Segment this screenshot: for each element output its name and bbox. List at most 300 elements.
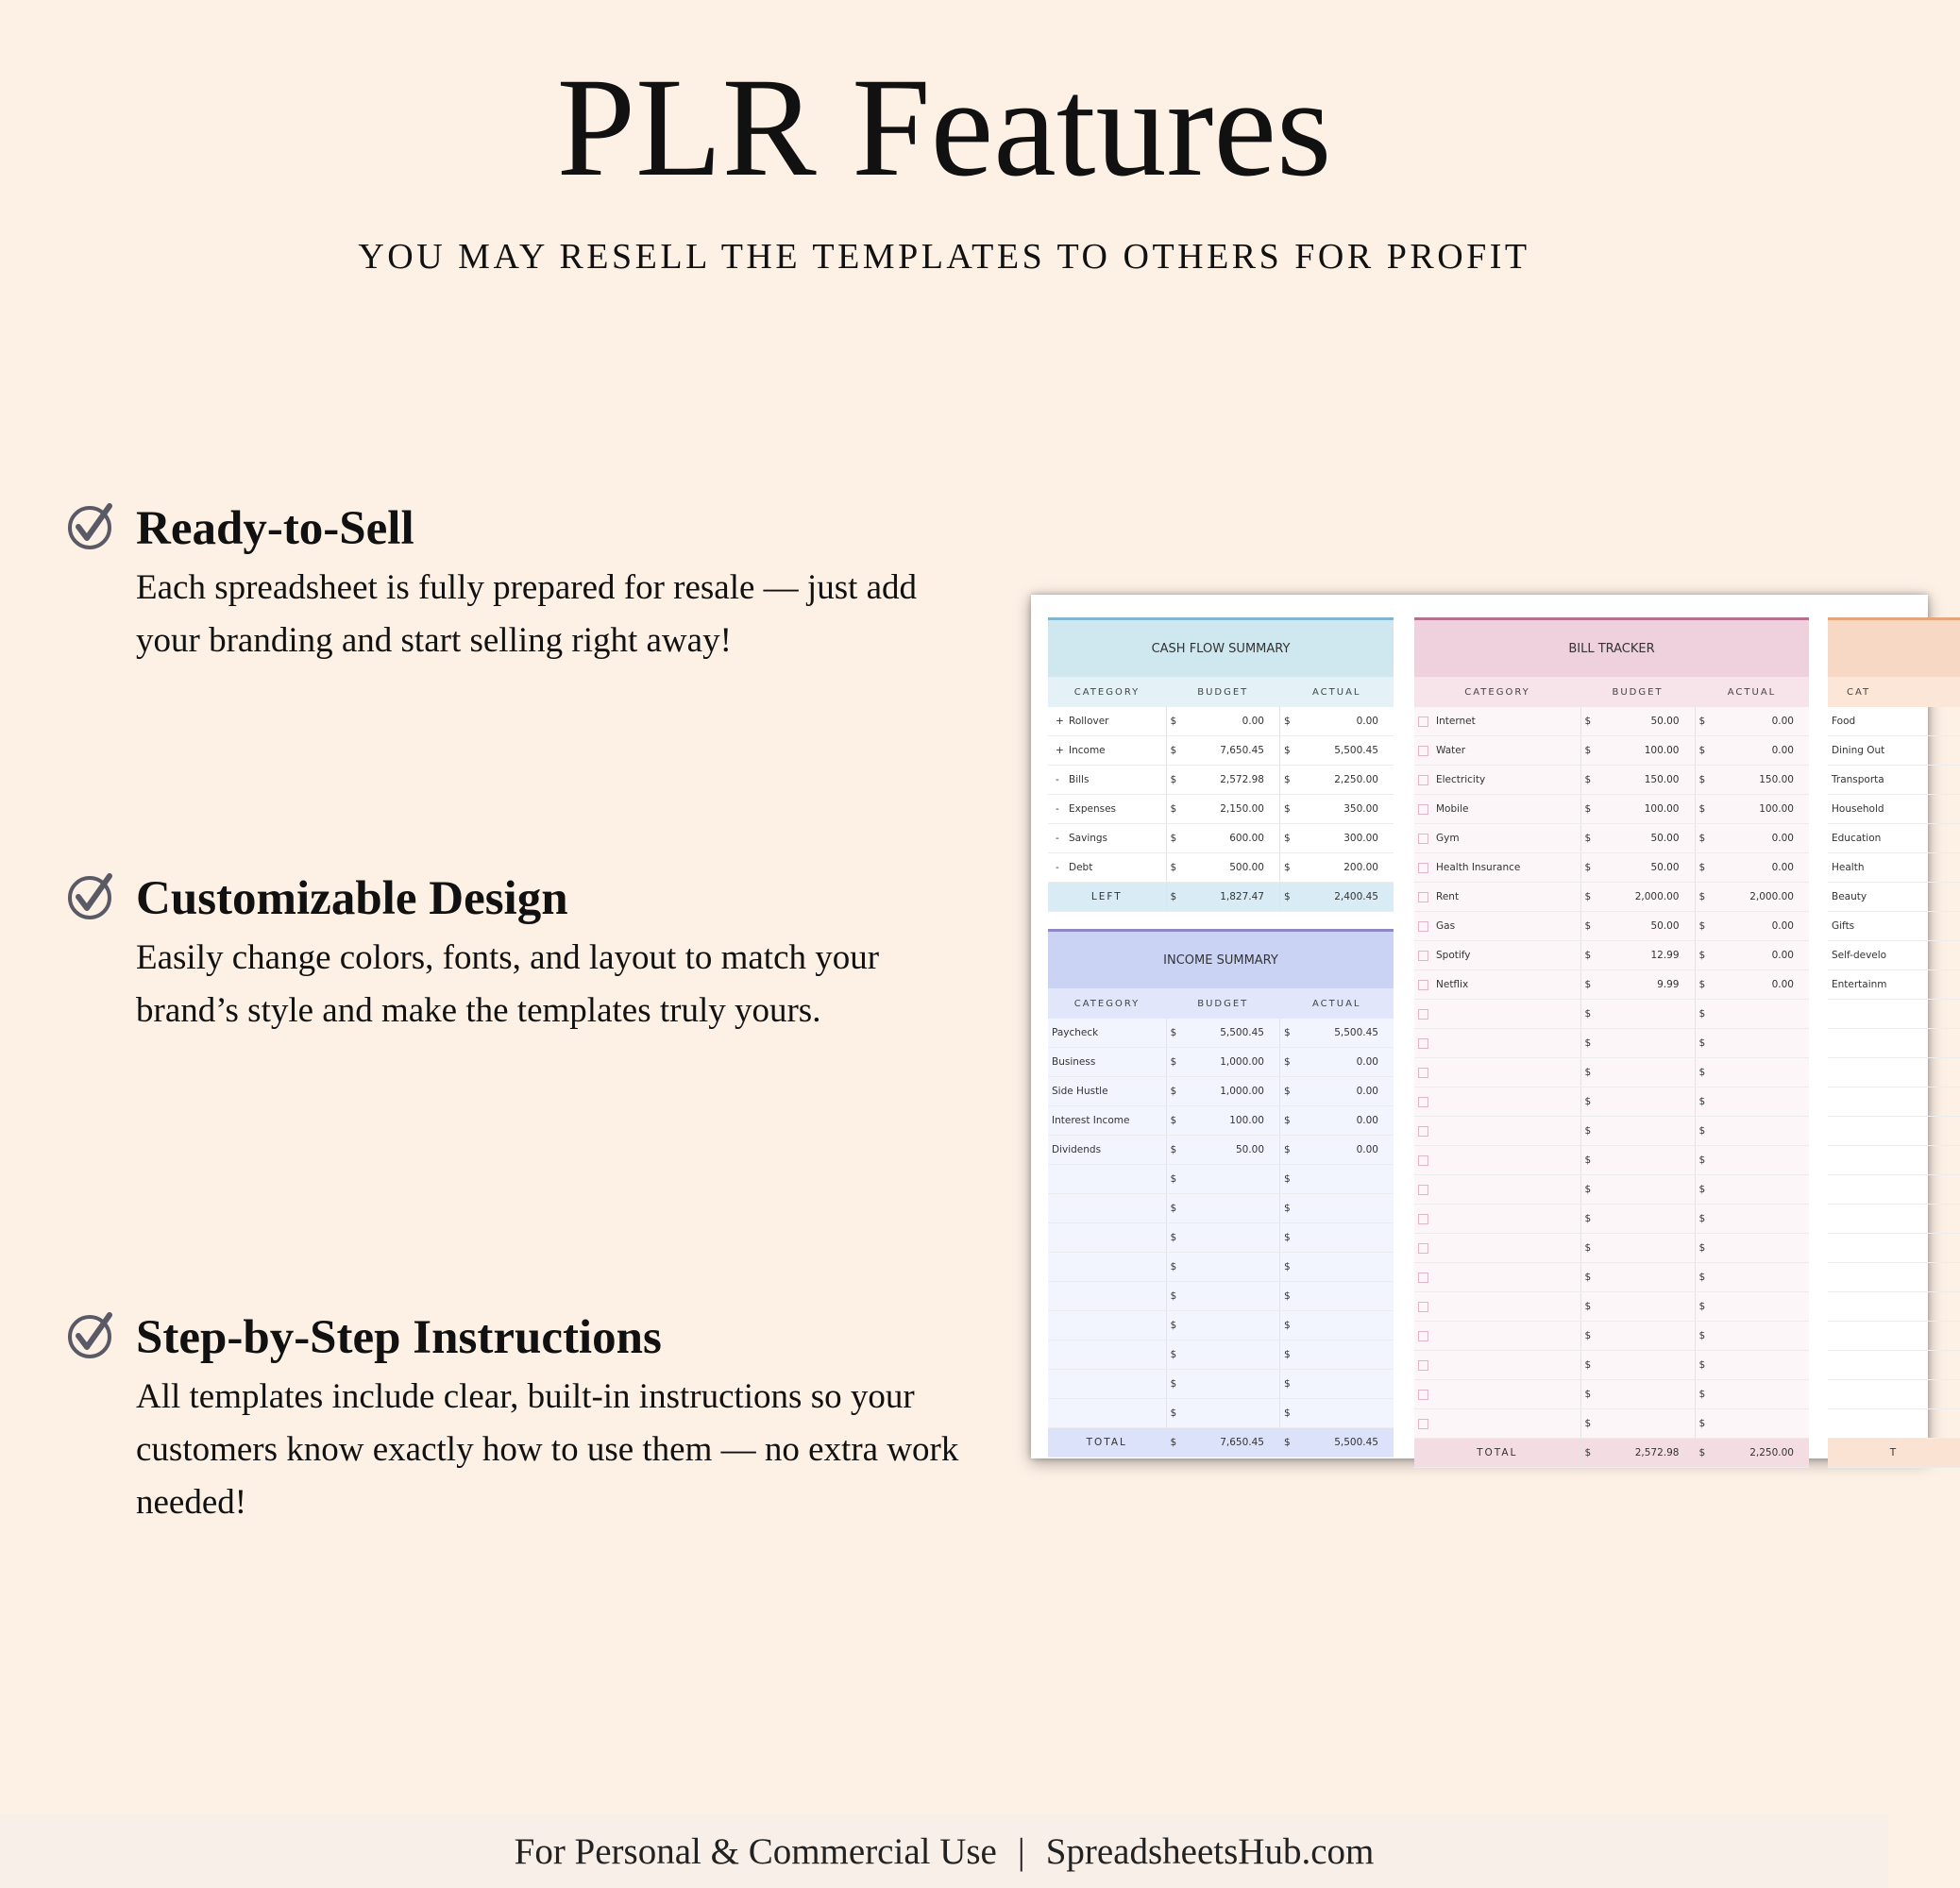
budget-value: 7,650.45 (1183, 736, 1280, 766)
table-row (1828, 1205, 1960, 1234)
actual-value: 0.00 (1712, 912, 1809, 941)
category-cell (1048, 824, 1166, 853)
currency-symbol: $ (1695, 941, 1712, 970)
paid-checkbox[interactable] (1418, 1185, 1428, 1195)
cash-flow-summary (1048, 617, 1394, 912)
budget-value (1183, 1282, 1280, 1311)
category-label (1828, 1322, 1960, 1351)
budget-value (1597, 1292, 1695, 1322)
table-row (1414, 1029, 1809, 1058)
paid-checkbox[interactable] (1418, 1302, 1428, 1312)
paid-checkbox[interactable] (1418, 775, 1428, 785)
table-row (1048, 1165, 1394, 1194)
currency-symbol: $ (1166, 1106, 1183, 1136)
table-row (1828, 1175, 1960, 1205)
category-cell (1414, 1146, 1580, 1175)
currency-symbol: $ (1580, 941, 1597, 970)
category-cell (1414, 795, 1580, 824)
currency-symbol: $ (1280, 1340, 1297, 1370)
category-label: Interest Income (1048, 1106, 1166, 1136)
panel-title: INCOME SUMMARY (1048, 929, 1394, 988)
category-cell (1414, 1380, 1580, 1409)
actual-value (1297, 1311, 1394, 1340)
expense-tracker (1828, 617, 1960, 1468)
footer-label: TOTAL (1414, 1439, 1580, 1468)
row-marker: - (1056, 833, 1059, 844)
actual-value: 0.00 (1297, 1136, 1394, 1165)
actual-value (1712, 1292, 1809, 1322)
category-cell (1414, 970, 1580, 1000)
category-label (1048, 1340, 1166, 1370)
paid-checkbox[interactable] (1418, 1126, 1428, 1137)
table-header-row (1828, 677, 1960, 707)
currency-symbol: $ (1280, 1370, 1297, 1399)
category-label: Side Hustle (1048, 1077, 1166, 1106)
column-header: BUDGET (1197, 998, 1249, 1009)
category-label: Self-develo (1828, 941, 1960, 970)
category-label: Rent (1436, 891, 1460, 902)
currency-symbol: $ (1166, 1370, 1183, 1399)
budget-value: 2,150.00 (1183, 795, 1280, 824)
row-marker: + (1056, 745, 1064, 756)
budget-value (1597, 1087, 1695, 1117)
budget-value (1183, 1223, 1280, 1253)
table-row (1828, 941, 1960, 970)
category-label (1828, 1263, 1960, 1292)
currency-symbol: $ (1695, 1322, 1712, 1351)
category-cell (1414, 941, 1580, 970)
category-label (1828, 1292, 1960, 1322)
budget-value (1183, 1370, 1280, 1399)
currency-symbol: $ (1166, 795, 1183, 824)
category-cell (1414, 1117, 1580, 1146)
category-cell (1414, 1029, 1580, 1058)
budget-value (1183, 1165, 1280, 1194)
budget-value: 600.00 (1183, 824, 1280, 853)
column-header: CATEGORY (1073, 686, 1141, 698)
table-row (1414, 1292, 1809, 1322)
currency-symbol: $ (1695, 707, 1712, 736)
table-row (1414, 1263, 1809, 1292)
table-row (1414, 1175, 1809, 1205)
currency-symbol: $ (1695, 795, 1712, 824)
table-row (1828, 736, 1960, 766)
currency-symbol: $ (1166, 1340, 1183, 1370)
actual-value: 350.00 (1297, 795, 1394, 824)
actual-value: 0.00 (1712, 853, 1809, 883)
paid-checkbox[interactable] (1418, 1243, 1428, 1254)
table-row (1048, 824, 1394, 853)
currency-symbol: $ (1166, 1253, 1183, 1282)
category-label (1828, 1029, 1960, 1058)
budget-value (1183, 1311, 1280, 1340)
currency-symbol: $ (1166, 1399, 1183, 1428)
currency-symbol: $ (1580, 1351, 1597, 1380)
category-label (1828, 1205, 1960, 1234)
actual-value: 0.00 (1297, 1077, 1394, 1106)
currency-symbol: $ (1166, 1077, 1183, 1106)
category-label (1828, 1351, 1960, 1380)
currency-symbol: $ (1166, 1282, 1183, 1311)
feature-title: Ready-to-Sell (136, 502, 414, 555)
actual-value (1712, 1380, 1809, 1409)
paid-checkbox[interactable] (1418, 746, 1428, 756)
budget-value: 50.00 (1597, 853, 1695, 883)
expense-table (1828, 677, 1960, 1468)
category-label: Health Insurance (1436, 862, 1521, 873)
currency-symbol: $ (1580, 824, 1597, 853)
category-cell (1414, 883, 1580, 912)
category-label (1048, 1194, 1166, 1223)
column-header: BUDGET (1197, 686, 1249, 698)
currency-symbol: $ (1166, 766, 1183, 795)
currency-symbol: $ (1580, 1234, 1597, 1263)
category-label: Expenses (1069, 803, 1117, 815)
table-row (1048, 795, 1394, 824)
table-row (1828, 912, 1960, 941)
table-row (1048, 1194, 1394, 1223)
budget-value: 2,000.00 (1597, 883, 1695, 912)
currency-symbol: $ (1580, 883, 1597, 912)
feature-title: Customizable Design (136, 872, 568, 925)
table-row (1048, 1311, 1394, 1340)
category-label: Internet (1436, 716, 1476, 727)
category-label: Water (1436, 745, 1466, 756)
category-cell (1414, 1175, 1580, 1205)
paid-checkbox[interactable] (1418, 1360, 1428, 1371)
table-row (1414, 824, 1809, 853)
actual-value: 200.00 (1297, 853, 1394, 883)
table-row (1828, 883, 1960, 912)
category-cell (1048, 795, 1166, 824)
category-label: Income (1069, 745, 1106, 756)
actual-value (1297, 1399, 1394, 1428)
column-header: BUDGET (1612, 686, 1664, 698)
category-label: Household (1828, 795, 1960, 824)
paid-checkbox[interactable] (1418, 1419, 1428, 1429)
table-footer-row (1414, 1439, 1809, 1468)
actual-value: 5,500.45 (1297, 736, 1394, 766)
row-marker: + (1056, 716, 1064, 727)
currency-symbol: $ (1695, 970, 1712, 1000)
actual-value: 5,500.45 (1297, 1019, 1394, 1048)
category-label: Entertainm (1828, 970, 1960, 1000)
paid-checkbox[interactable] (1418, 804, 1428, 815)
table-row (1414, 970, 1809, 1000)
footer-label: TOTAL (1048, 1428, 1166, 1458)
paid-checkbox[interactable] (1418, 1273, 1428, 1283)
category-cell (1414, 1263, 1580, 1292)
budget-value (1597, 1263, 1695, 1292)
currency-symbol: $ (1580, 1117, 1597, 1146)
table-row (1828, 707, 1960, 736)
row-marker: - (1056, 862, 1059, 873)
table-row (1414, 795, 1809, 824)
table-row (1414, 941, 1809, 970)
paid-checkbox[interactable] (1418, 716, 1428, 727)
panel-title: CASH FLOW SUMMARY (1048, 617, 1394, 677)
category-label: Electricity (1436, 774, 1486, 785)
currency-symbol: $ (1280, 1428, 1297, 1458)
currency-symbol: $ (1695, 1175, 1712, 1205)
currency-symbol: $ (1695, 1000, 1712, 1029)
currency-symbol: $ (1280, 1136, 1297, 1165)
table-row (1048, 1370, 1394, 1399)
currency-symbol: $ (1695, 883, 1712, 912)
currency-symbol: $ (1695, 1029, 1712, 1058)
budget-value: 2,572.98 (1183, 766, 1280, 795)
currency-symbol: $ (1280, 1194, 1297, 1223)
paid-checkbox[interactable] (1418, 1155, 1428, 1166)
actual-value: 0.00 (1712, 736, 1809, 766)
actual-value: 0.00 (1297, 707, 1394, 736)
actual-value: 0.00 (1712, 941, 1809, 970)
paid-checkbox[interactable] (1418, 1214, 1428, 1224)
currency-symbol: $ (1580, 1146, 1597, 1175)
category-label: Mobile (1436, 803, 1469, 815)
table-row (1414, 1351, 1809, 1380)
category-label: Paycheck (1048, 1019, 1166, 1048)
paid-checkbox[interactable] (1418, 1009, 1428, 1020)
panel-title: BILL TRACKER (1414, 617, 1809, 677)
table-row (1828, 1058, 1960, 1087)
currency-symbol: $ (1695, 1409, 1712, 1439)
budget-value: 50.00 (1597, 707, 1695, 736)
category-cell (1414, 1000, 1580, 1029)
actual-value (1712, 1351, 1809, 1380)
budget-value (1597, 1058, 1695, 1087)
table-header-row (1048, 677, 1394, 707)
actual-value: 2,250.00 (1712, 1439, 1809, 1468)
actual-value (1712, 1000, 1809, 1029)
currency-symbol: $ (1580, 1175, 1597, 1205)
currency-symbol: $ (1280, 853, 1297, 883)
table-row (1828, 1146, 1960, 1175)
paid-checkbox[interactable] (1418, 892, 1428, 902)
currency-symbol: $ (1580, 1263, 1597, 1292)
currency-symbol: $ (1280, 1077, 1297, 1106)
bill-table (1414, 677, 1809, 1468)
budget-value (1183, 1399, 1280, 1428)
category-label: Gym (1436, 833, 1460, 844)
currency-symbol: $ (1166, 824, 1183, 853)
actual-value (1712, 1029, 1809, 1058)
category-label (1048, 1223, 1166, 1253)
table-row (1414, 1234, 1809, 1263)
actual-value (1297, 1223, 1394, 1253)
category-label (1828, 1146, 1960, 1175)
actual-value (1297, 1340, 1394, 1370)
footer-divider: | (1017, 1830, 1025, 1872)
table-row (1828, 1117, 1960, 1146)
paid-checkbox[interactable] (1418, 951, 1428, 961)
budget-value: 1,000.00 (1183, 1048, 1280, 1077)
budget-value: 500.00 (1183, 853, 1280, 883)
category-cell (1414, 707, 1580, 736)
feature-title: Step-by-Step Instructions (136, 1311, 662, 1364)
currency-symbol: $ (1695, 912, 1712, 941)
column-header: ACTUAL (1312, 686, 1361, 698)
table-row (1048, 1399, 1394, 1428)
currency-symbol: $ (1166, 707, 1183, 736)
paid-checkbox[interactable] (1418, 863, 1428, 873)
table-row (1048, 1106, 1394, 1136)
budget-value (1597, 1175, 1695, 1205)
currency-symbol: $ (1580, 736, 1597, 766)
budget-value: 50.00 (1183, 1136, 1280, 1165)
category-label: Gifts (1828, 912, 1960, 941)
table-row (1048, 1048, 1394, 1077)
category-cell (1048, 766, 1166, 795)
category-label (1048, 1165, 1166, 1194)
budget-value (1597, 1234, 1695, 1263)
category-cell (1048, 853, 1166, 883)
category-cell (1414, 853, 1580, 883)
category-label (1828, 1234, 1960, 1263)
spreadsheet-preview (1031, 595, 1928, 1458)
currency-symbol: $ (1166, 1194, 1183, 1223)
currency-symbol: $ (1695, 853, 1712, 883)
budget-value: 2,572.98 (1597, 1439, 1695, 1468)
paid-checkbox[interactable] (1418, 1331, 1428, 1341)
actual-value: 2,400.45 (1297, 883, 1394, 912)
actual-value: 150.00 (1712, 766, 1809, 795)
budget-value (1183, 1194, 1280, 1223)
category-label (1828, 1000, 1960, 1029)
budget-value: 100.00 (1597, 795, 1695, 824)
paid-checkbox[interactable] (1418, 1097, 1428, 1107)
currency-symbol: $ (1280, 1048, 1297, 1077)
category-cell (1414, 766, 1580, 795)
category-label (1048, 1399, 1166, 1428)
actual-value (1712, 1146, 1809, 1175)
currency-symbol: $ (1280, 1311, 1297, 1340)
category-label: Netflix (1436, 979, 1469, 990)
budget-value: 5,500.45 (1183, 1019, 1280, 1048)
actual-value (1297, 1282, 1394, 1311)
actual-value (1712, 1409, 1809, 1439)
table-row (1048, 736, 1394, 766)
paid-checkbox[interactable] (1418, 1038, 1428, 1049)
paid-checkbox[interactable] (1418, 1068, 1428, 1078)
actual-value: 2,000.00 (1712, 883, 1809, 912)
footer-website: SpreadsheetsHub.com (1045, 1830, 1375, 1872)
table-row (1828, 1351, 1960, 1380)
check-circle-icon (66, 500, 117, 551)
currency-symbol: $ (1280, 766, 1297, 795)
category-label (1048, 1253, 1166, 1282)
category-cell (1414, 1205, 1580, 1234)
actual-value: 0.00 (1297, 1048, 1394, 1077)
feature-description: Easily change colors, fonts, and layout to match your brand’s style and make the templates truly yours. (136, 938, 880, 1031)
currency-symbol: $ (1280, 1019, 1297, 1048)
paid-checkbox[interactable] (1418, 980, 1428, 990)
currency-symbol: $ (1580, 1000, 1597, 1029)
currency-symbol: $ (1580, 1409, 1597, 1439)
paid-checkbox[interactable] (1418, 1390, 1428, 1400)
currency-symbol: $ (1695, 736, 1712, 766)
actual-value (1712, 1117, 1809, 1146)
category-label: Food (1828, 707, 1960, 736)
category-cell (1414, 912, 1580, 941)
category-cell (1414, 1087, 1580, 1117)
table-row (1828, 1263, 1960, 1292)
budget-value (1597, 1029, 1695, 1058)
currency-symbol: $ (1695, 1234, 1712, 1263)
currency-symbol: $ (1580, 1380, 1597, 1409)
table-row (1414, 1058, 1809, 1087)
currency-symbol: $ (1695, 1263, 1712, 1292)
table-row (1048, 1223, 1394, 1253)
currency-symbol: $ (1580, 1058, 1597, 1087)
actual-value (1297, 1253, 1394, 1282)
category-label: Gas (1436, 920, 1456, 932)
table-row (1414, 766, 1809, 795)
category-cell (1414, 1292, 1580, 1322)
currency-symbol: $ (1280, 1106, 1297, 1136)
category-cell (1414, 736, 1580, 766)
paid-checkbox[interactable] (1418, 921, 1428, 932)
category-label (1828, 1087, 1960, 1117)
actual-value: 300.00 (1297, 824, 1394, 853)
currency-symbol: $ (1695, 1058, 1712, 1087)
currency-symbol: $ (1580, 970, 1597, 1000)
currency-symbol: $ (1166, 1428, 1183, 1458)
bill-tracker (1414, 617, 1809, 1468)
category-label (1828, 1409, 1960, 1439)
currency-symbol: $ (1166, 1165, 1183, 1194)
currency-symbol: $ (1280, 736, 1297, 766)
table-header-row (1414, 677, 1809, 707)
actual-value (1297, 1165, 1394, 1194)
page-title: PLR Features (556, 49, 1332, 206)
currency-symbol: $ (1280, 1282, 1297, 1311)
budget-value (1597, 1205, 1695, 1234)
table-row (1048, 1282, 1394, 1311)
category-label (1048, 1311, 1166, 1340)
budget-value (1597, 1146, 1695, 1175)
table-row (1048, 707, 1394, 736)
budget-value (1597, 1409, 1695, 1439)
table-row (1828, 1292, 1960, 1322)
currency-symbol: $ (1695, 1351, 1712, 1380)
table-row (1048, 1077, 1394, 1106)
footer-label: T (1828, 1439, 1960, 1468)
currency-symbol: $ (1695, 824, 1712, 853)
actual-value (1712, 1205, 1809, 1234)
currency-symbol: $ (1580, 1322, 1597, 1351)
table-row (1828, 1087, 1960, 1117)
table-row (1048, 1019, 1394, 1048)
currency-symbol: $ (1166, 1223, 1183, 1253)
currency-symbol: $ (1695, 1380, 1712, 1409)
table-row (1828, 1380, 1960, 1409)
actual-value (1712, 1087, 1809, 1117)
actual-value: 5,500.45 (1297, 1428, 1394, 1458)
budget-value: 100.00 (1183, 1106, 1280, 1136)
paid-checkbox[interactable] (1418, 834, 1428, 844)
cash-flow-table (1048, 677, 1394, 912)
category-label: Beauty (1828, 883, 1960, 912)
table-row (1414, 912, 1809, 941)
currency-symbol: $ (1695, 1146, 1712, 1175)
currency-symbol: $ (1166, 1136, 1183, 1165)
table-row (1414, 1117, 1809, 1146)
budget-value (1597, 1322, 1695, 1351)
table-row (1414, 883, 1809, 912)
category-cell (1414, 1351, 1580, 1380)
table-row (1828, 970, 1960, 1000)
